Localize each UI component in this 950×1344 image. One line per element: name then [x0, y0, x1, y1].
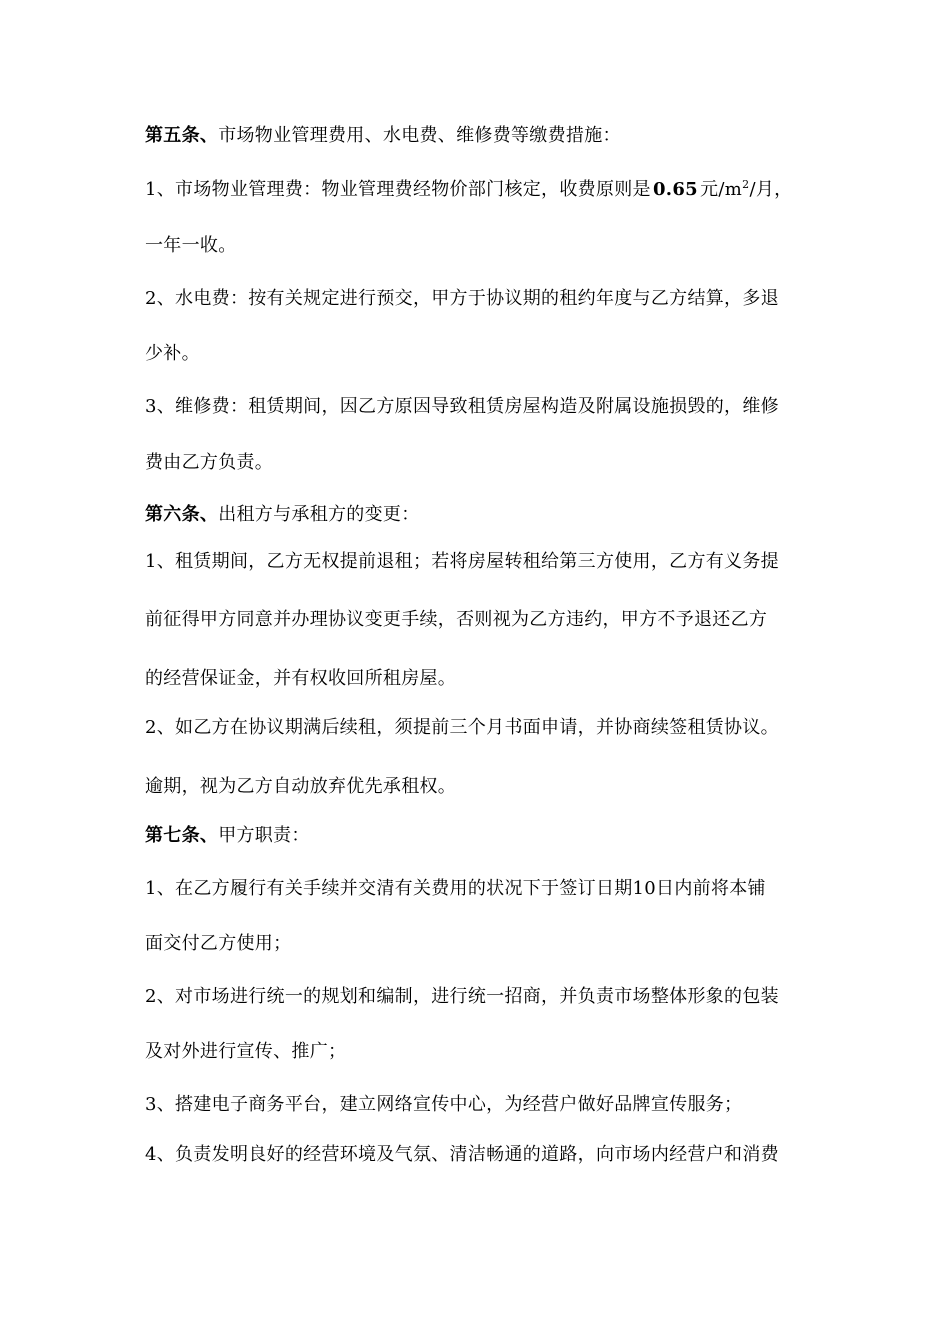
fee-unit-superscript: 2 — [742, 178, 750, 191]
fee-unit: 元/m — [700, 179, 743, 200]
article-6-title: 出租方与承租方的变更： — [218, 504, 420, 525]
article-7-item-4: 4、负责发明良好的经营环境及气氛、清洁畅通的道路，向市场内经营户和消费 — [145, 1144, 779, 1165]
article-5-item-1-line-1 — [145, 178, 825, 202]
article-5-item-3-line-1: 3、维修费：租赁期间，因乙方原因导致租赁房屋构造及附属设施损毁的，维修 — [145, 396, 779, 417]
article-6-heading — [145, 503, 825, 527]
article-5-number: 第五条、 — [145, 125, 219, 146]
article-5-heading — [145, 124, 825, 148]
article-5-item-2-line-2: 少补。 — [145, 343, 200, 364]
article-5-item-1-line-2: 一年一收。 — [145, 235, 237, 256]
article-6-item-1-line-3: 的经营保证金，并有权收回所租房屋。 — [145, 668, 457, 689]
article-6-item-2-line-1: 2、如乙方在协议期满后续租，须提前三个月书面申请，并协商续签租赁协议。 — [145, 717, 779, 738]
article-5-item-2-line-1: 2、水电费：按有关规定进行预交，甲方于协议期的租约年度与乙方结算，多退 — [145, 288, 779, 309]
article-5-title: 市场物业管理费用、水电费、维修费等缴费措施： — [218, 125, 621, 146]
article-6-item-1-line-1: 1、租赁期间，乙方无权提前退租；若将房屋转租给第三方使用，乙方有义务提 — [145, 551, 779, 572]
article-5-item-1-text: 1、市场物业管理费：物业管理费经物价部门核定，收费原则是 — [145, 179, 651, 200]
article-7-number: 第七条、 — [145, 825, 219, 846]
fee-unit-period: /月， — [749, 179, 793, 200]
article-7-item-1-line-2: 面交付乙方使用； — [145, 933, 292, 954]
article-7-item-2-line-1: 2、对市场进行统一的规划和编制，进行统一招商，并负责市场整体形象的包装 — [145, 986, 779, 1007]
article-7-title: 甲方职责： — [218, 825, 310, 846]
article-7-item-3: 3、搭建电子商务平台，建立网络宣传中心，为经营户做好品牌宣传服务； — [145, 1094, 743, 1115]
article-6-number: 第六条、 — [145, 504, 219, 525]
article-7-item-2-line-2: 及对外进行宣传、推广； — [145, 1041, 347, 1062]
article-6-item-2-line-2: 逾期，视为乙方自动放弃优先承租权。 — [145, 776, 457, 797]
article-7-item-1-line-1: 1、在乙方履行有关手续并交清有关费用的状况下于签订日期10日内前将本铺 — [145, 878, 766, 899]
article-6-item-1-line-2: 前征得甲方同意并办理协议变更手续，否则视为乙方违约，甲方不予退还乙方 — [145, 609, 768, 630]
article-5-item-3-line-2: 费由乙方负责。 — [145, 452, 274, 473]
article-7-heading — [145, 824, 825, 848]
fee-rate: 0.65 — [652, 179, 698, 200]
